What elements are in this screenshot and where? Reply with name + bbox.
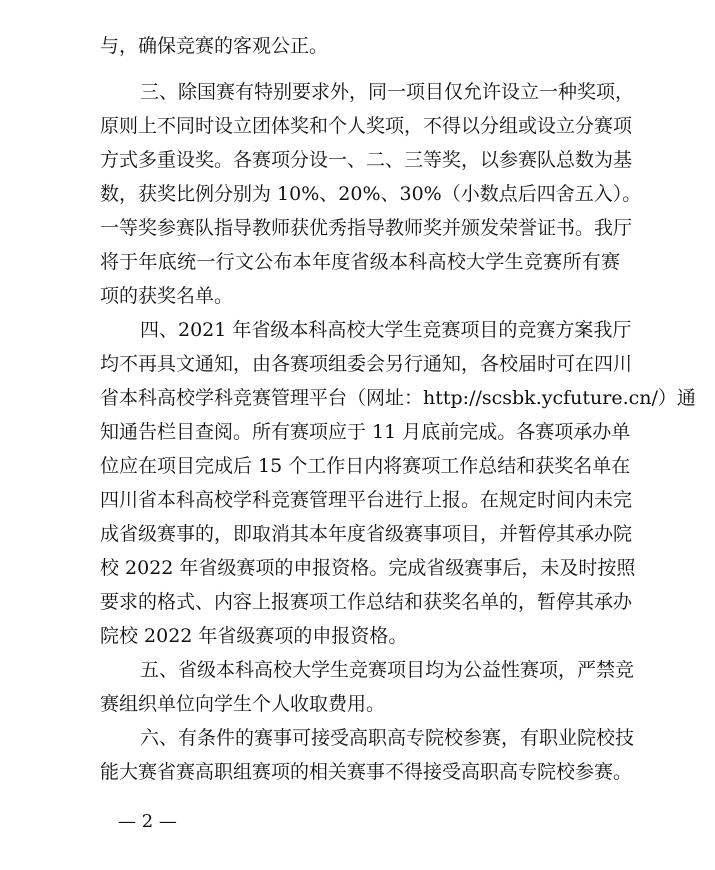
- paragraph-4-line-10: 院校 2022 年省级赛项的申报资格。: [100, 625, 408, 647]
- paragraph-6-line-1: 六、有条件的赛事可接受高职高专院校参赛，有职业院校技: [140, 727, 635, 749]
- paragraph-4-line-2: 均不再具文通知，由各赛项组委会另行通知，各校届时可在四川: [100, 353, 633, 375]
- paragraph-5-line-2: 赛组织单位向学生个人收取费用。: [100, 693, 386, 715]
- paragraph-3-line-3: 方式多重设奖。各赛项分设一、二、三等奖，以参赛队总数为基: [100, 149, 633, 171]
- paragraph-4-line-8: 校 2022 年省级赛项的申报资格。完成省级赛事后，未及时按照: [100, 557, 636, 579]
- paragraph-3-line-6: 将于年底统一行文公布本年度省级本科高校大学生竞赛所有赛: [100, 251, 620, 273]
- paragraph-5-line-1: 五、省级本科高校大学生竞赛项目均为公益性赛项，严禁竞: [140, 659, 635, 681]
- body-text-line: 与，确保竞赛的客观公正。: [100, 35, 329, 57]
- paragraph-4-line-3: 省本科高校学科竞赛管理平台（网址：http://scsbk.ycfuture.cn/）通: [100, 387, 696, 409]
- paragraph-4-line-1: 四、2021 年省级本科高校大学生竞赛项目的竞赛方案我厅: [140, 319, 632, 341]
- paragraph-3-line-4: 数，获奖比例分别为 10%、20%、30%（小数点后四舍五入）。: [100, 183, 642, 205]
- paragraph-6-line-2: 能大赛省赛高职组赛项的相关赛事不得接受高职高专院校参赛。: [100, 761, 633, 783]
- paragraph-4-line-7: 成省级赛事的，即取消其本年度省级赛事项目，并暂停其承办院: [100, 523, 633, 545]
- paragraph-3-line-1: 三、除国赛有特别要求外，同一项目仅允许设立一种奖项，: [140, 81, 635, 103]
- paragraph-3-line-2: 原则上不同时设立团体奖和个人奖项，不得以分组或设立分赛项: [100, 115, 633, 137]
- paragraph-4-line-4: 知通告栏目查阅。所有赛项应于 11 月底前完成。各赛项承办单: [100, 421, 631, 443]
- paragraph-3-line-7: 项的获奖名单。: [100, 285, 234, 307]
- page-number: — 2 —: [118, 811, 177, 832]
- paragraph-4-line-9: 要求的格式、内容上报赛项工作总结和获奖名单的，暂停其承办: [100, 591, 633, 613]
- paragraph-3-line-5: 一等奖参赛队指导教师获优秀指导教师奖并颁发荣誉证书。我厅: [100, 217, 633, 239]
- paragraph-4-line-5: 位应在项目完成后 15 个工作日内将赛项工作总结和获奖名单在: [100, 455, 631, 477]
- paragraph-4-line-6: 四川省本科高校学科竞赛管理平台进行上报。在规定时间内未完: [100, 489, 633, 511]
